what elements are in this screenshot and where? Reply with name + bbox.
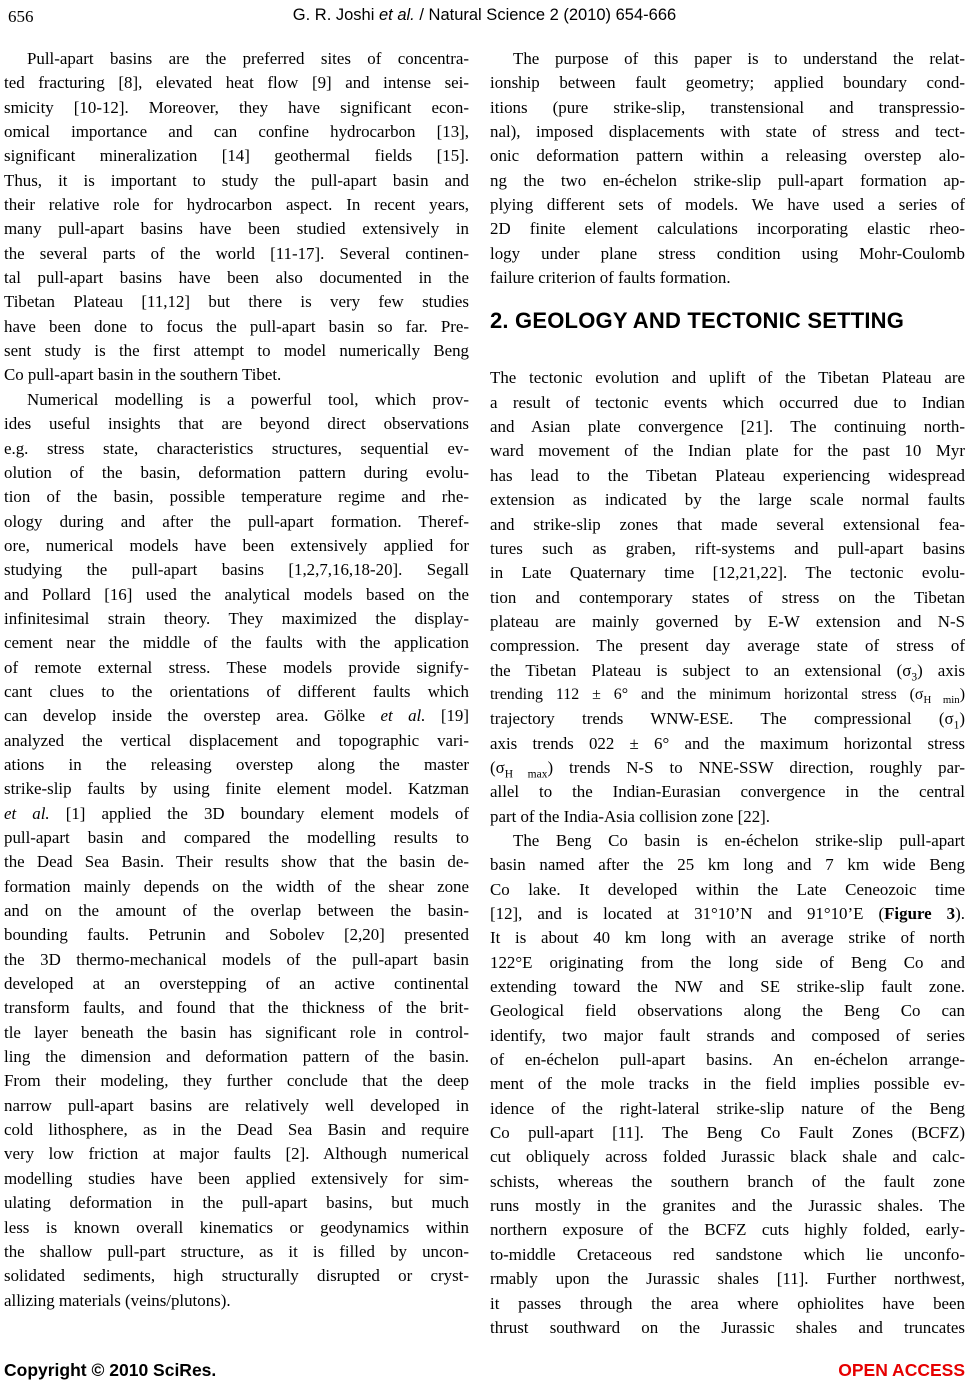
article-body <box>4 47 965 1340</box>
text-line <box>4 802 469 826</box>
text-run: tle layer beneath the basin has significant role in control- <box>4 1022 469 1042</box>
text-run: tion and contemporary states of stress on the Tibetan <box>490 587 965 607</box>
text-line <box>4 315 469 339</box>
text-run: cement near the middle of the faults with the application <box>4 633 469 653</box>
paragraph <box>490 47 965 290</box>
text-line <box>490 488 965 512</box>
paragraph <box>4 388 469 1313</box>
text-line <box>4 1118 469 1142</box>
text-run: nal), imposed displacements with state of stress and tect- <box>490 122 965 142</box>
text-line <box>4 144 469 168</box>
text-line <box>490 169 965 193</box>
right-column <box>490 47 965 1340</box>
text-run: et al. <box>4 803 50 823</box>
text-run: From their modeling, they further conclude that the deep <box>4 1071 469 1091</box>
text-run: idence of the right-lateral strike-slip nature of the Beng <box>490 1098 965 1118</box>
text-line <box>490 707 965 731</box>
running-head <box>4 6 965 30</box>
text-run: sent study is the first attempt to model numerically Beng <box>4 341 469 361</box>
text-line <box>4 47 469 71</box>
text-line <box>4 656 469 680</box>
text-line <box>490 1121 965 1145</box>
text-line <box>490 780 965 804</box>
text-line <box>490 513 965 537</box>
text-line <box>4 1069 469 1093</box>
paragraph <box>4 47 469 388</box>
text-run: transform faults, and found that the thickness of the brit- <box>4 998 469 1018</box>
text-line <box>4 631 469 655</box>
text-run: cut obliquely across folded Jurassic black shale and calc- <box>490 1147 965 1167</box>
text-run: allizing materials (veins/plutons). <box>4 1290 231 1310</box>
text-run: logy under plane stress condition using Mohr-Coulomb <box>490 243 965 263</box>
text-run: ionship between fault geometry; applied boundary cond- <box>490 73 965 93</box>
text-line <box>490 634 965 658</box>
text-run: and Asian plate convergence [21]. The continuing north- <box>490 417 965 437</box>
text-line <box>4 437 469 461</box>
text-line <box>490 1072 965 1096</box>
text-run: axis trends 022 ± 6° and the maximum horizontal stress <box>490 733 965 753</box>
text-line <box>490 951 965 975</box>
text-line <box>4 363 469 387</box>
text-run: plying different sets of models. We have used a series of <box>490 195 965 215</box>
text-run: their relative role for hydrocarbon aspect. In recent years, <box>4 195 469 215</box>
text-line <box>4 510 469 534</box>
text-run: infinitesimal strain theory. They maximized the display- <box>4 608 469 628</box>
text-run: et al. <box>380 706 426 726</box>
text-run: the shallow pull-part structure, as it is filled by uncon- <box>4 1241 469 1261</box>
text-run: H min <box>923 694 960 707</box>
text-run: significant mineralization [14] geothermal fields [15]. <box>4 146 469 166</box>
text-line <box>4 899 469 923</box>
text-line <box>490 926 965 950</box>
text-line <box>4 1264 469 1288</box>
text-run: Co pull-apart [11]. The Beng Co Fault Zones (BCFZ) <box>490 1123 965 1143</box>
text-run: Co pull-apart basin in the southern Tibet. <box>4 365 282 385</box>
text-line <box>4 1094 469 1118</box>
text-run: ling the dimension and deformation pattern of the basin. <box>4 1047 469 1067</box>
text-run: many pull-apart basins have been studied extensively in <box>4 219 469 239</box>
text-run: olution of the basin, deformation pattern during evolu- <box>4 462 469 482</box>
text-line <box>4 850 469 874</box>
text-run: Tibetan Plateau [11,12] but there is very few studies <box>4 292 469 312</box>
text-line <box>4 923 469 947</box>
text-line <box>490 242 965 266</box>
text-run: trending 112 ± 6° and the minimum horizontal stress (σ <box>490 685 924 703</box>
text-run: allel to the Indian-Eurasian convergence in the central <box>490 782 965 802</box>
text-run: Pull-apart basins are the preferred sites of concentra- <box>27 49 469 68</box>
text-run: ment of the mole tracks in the field implies possible ev- <box>490 1074 965 1094</box>
text-run: The tectonic evolution and uplift of the Tibetan Plateau are <box>490 368 965 388</box>
text-run: formation mainly depends on the width of the shear zone <box>4 876 469 896</box>
text-line <box>490 829 965 853</box>
text-run: solidated sediments, high structurally disrupted or cryst- <box>4 1266 469 1286</box>
text-run: and Pollard [16] used the analytical models based on the <box>4 584 469 604</box>
text-line <box>4 753 469 777</box>
text-run: part of the India-Asia collision zone [22]. <box>490 806 771 826</box>
copyright-notice: Copyright © 2010 SciRes. <box>4 1360 217 1380</box>
text-line <box>490 96 965 120</box>
text-run: The purpose of this paper is to understand the relat- <box>513 49 965 68</box>
text-line <box>4 1021 469 1045</box>
text-run: Thus, it is important to study the pull-apart basin and <box>4 170 469 190</box>
text-run: / Natural Science 2 (2010) 654-666 <box>414 6 677 24</box>
text-run: bounding faults. Petrunin and Sobolev [2,20] presented <box>4 925 469 945</box>
text-run: [19] <box>425 706 469 726</box>
text-run: northern exposure of the BCFZ cuts highly folded, early- <box>490 1220 965 1240</box>
text-line <box>490 659 965 683</box>
text-line <box>490 266 965 290</box>
text-run: cant clues to the orientations of different faults which <box>4 681 469 701</box>
text-run: ) axis <box>917 660 965 680</box>
left-column <box>4 47 469 1340</box>
text-run: schists, whereas the southern branch of the fault zone <box>490 1171 965 1191</box>
text-line <box>490 391 965 415</box>
text-line <box>4 1216 469 1240</box>
text-line <box>4 71 469 95</box>
text-run: ted fracturing [8], elevated heat flow [9] and intense sei- <box>4 73 469 93</box>
text-line <box>490 975 965 999</box>
text-line <box>4 948 469 972</box>
text-run: can develop inside the overstep area. Gölke <box>4 706 381 726</box>
text-run: rmably upon the Jurassic shales [11]. Further northwest, <box>490 1269 965 1289</box>
text-run: ) trends N-S to NNE-SSW direction, roughly par- <box>547 757 966 777</box>
text-run: developed at an overstepping of an active continental <box>4 974 469 994</box>
text-run: ations in the releasing overstep along the master <box>4 754 469 774</box>
text-run: runs mostly in the granites and the Jurassic shales. The <box>490 1196 965 1216</box>
text-line <box>490 732 965 756</box>
text-line <box>490 71 965 95</box>
text-line <box>4 558 469 582</box>
text-line <box>490 217 965 241</box>
text-line <box>4 1045 469 1069</box>
text-run: 122°E originating from the long side of Beng Co and <box>490 952 965 972</box>
text-run: strike-slip faults by using finite element model. Katzman <box>4 779 469 799</box>
text-line <box>4 242 469 266</box>
text-run: H max <box>504 768 548 781</box>
text-line <box>490 439 965 463</box>
text-line <box>4 485 469 509</box>
text-run: 1 <box>953 719 960 732</box>
text-line <box>4 1191 469 1215</box>
open-access-label: OPEN ACCESS <box>838 1360 965 1380</box>
text-line <box>4 217 469 241</box>
text-line <box>490 756 965 780</box>
text-line <box>4 1142 469 1166</box>
text-run: tion of the basin, possible temperature regime and rhe- <box>4 487 469 507</box>
text-run: of en-échelon pull-apart basins. An en-échelon arrange- <box>490 1050 965 1070</box>
text-line <box>4 996 469 1020</box>
text-run: failure criterion of faults formation. <box>490 268 731 288</box>
text-run: ) <box>959 709 965 729</box>
text-line <box>490 1194 965 1218</box>
text-run: itions (pure strike-slip, transtensional and transpressio- <box>490 97 965 117</box>
text-line <box>490 1145 965 1169</box>
text-line <box>4 777 469 801</box>
text-run: analyzed the vertical displacement and topographic vari- <box>4 730 469 750</box>
text-line <box>490 1097 965 1121</box>
text-run: extending toward the NW and SE strike-slip fault zone. <box>490 977 965 997</box>
text-run: have been done to focus the pull-apart basin so far. Pre- <box>4 316 469 336</box>
section-heading: 2. GEOLOGY AND TECTONIC SETTING <box>490 308 905 334</box>
text-run: the Tibetan Plateau is subject to an extensional (σ <box>490 660 912 680</box>
text-run: compression. The present day average state of stress of <box>490 636 965 656</box>
text-run: and on the amount of the overlap between the basin- <box>4 901 469 921</box>
text-run: It is about 40 km long with an average strike of north <box>490 928 965 948</box>
text-line <box>490 415 965 439</box>
text-line <box>490 47 965 71</box>
text-line <box>4 583 469 607</box>
text-line <box>490 1024 965 1048</box>
text-run: extension as indicated by the large scale normal faults <box>490 490 965 510</box>
text-line <box>4 680 469 704</box>
text-run: [12], and is located at 31°10’N and 91°10’E ( <box>490 904 885 923</box>
text-line <box>490 1243 965 1267</box>
text-run: cold lithosphere, as in the Dead Sea Basin and require <box>4 1120 469 1140</box>
text-run: in Late Quaternary time [12,21,22]. The tectonic evolu- <box>490 563 965 583</box>
text-line <box>4 1240 469 1264</box>
text-run: G. R. Joshi <box>292 6 379 24</box>
text-line <box>490 561 965 585</box>
text-run: the 3D thermo-mechanical models of the pull-apart basin <box>4 949 469 969</box>
text-run: Co lake. It developed within the Late Ceneozoic time <box>490 879 965 899</box>
text-line <box>490 1316 965 1340</box>
text-run: et al. <box>379 6 415 24</box>
text-run: Geological field observations along the Beng Co can <box>490 1001 965 1021</box>
text-line <box>4 875 469 899</box>
text-run: studying the pull-apart basins [1,2,7,16,18-20]. Segall <box>4 560 469 580</box>
text-line <box>4 339 469 363</box>
text-run: onic deformation pattern within a releasing overstep alo- <box>490 146 965 166</box>
text-run: the Dead Sea Basin. Their results show that the basin de- <box>4 852 469 872</box>
text-run: ology during and after the pull-apart formation. Theref- <box>4 511 469 531</box>
text-run: ward movement of the Indian plate for the past 10 Myr <box>490 441 965 461</box>
text-line <box>4 412 469 436</box>
text-line <box>490 853 965 877</box>
text-run: trajectory trends WNW-ESE. The compressional (σ <box>490 709 954 729</box>
text-run: omical importance and can confine hydrocarbon [13], <box>4 122 469 142</box>
text-line <box>490 537 965 561</box>
paragraph <box>490 366 965 829</box>
text-line <box>490 464 965 488</box>
text-line <box>4 96 469 120</box>
text-line <box>490 805 965 829</box>
text-run: narrow pull-apart basins are relatively well developed in <box>4 1095 469 1115</box>
text-run: basin named after the 25 km long and 7 km wide Beng <box>490 855 965 875</box>
text-run: tal pull-apart basins have been also documented in the <box>4 268 469 288</box>
text-line <box>4 1289 469 1313</box>
text-run: ng the two en-échelon strike-slip pull-apart formation ap- <box>490 170 965 190</box>
text-run: Figure 3 <box>884 904 956 923</box>
text-run: ). <box>955 904 965 923</box>
text-line <box>4 826 469 850</box>
text-line <box>4 290 469 314</box>
running-title <box>4 6 965 25</box>
text-run: to-middle Cretaceous red sandstone which lie unconfo- <box>490 1244 965 1264</box>
text-line <box>490 1218 965 1242</box>
text-line <box>490 120 965 144</box>
text-run: [1] applied the 3D boundary element models of <box>49 803 469 823</box>
text-run: (σ <box>490 757 505 777</box>
text-run: it passes through the area where ophiolites have been <box>490 1293 965 1313</box>
text-line <box>490 610 965 634</box>
text-line <box>4 729 469 753</box>
text-line <box>490 1292 965 1316</box>
text-run: smicity [10-12]. Moreover, they have significant econ- <box>4 97 469 117</box>
text-line <box>490 878 965 902</box>
text-line <box>490 1048 965 1072</box>
text-run: and strike-slip zones that made several extensional fea- <box>490 514 965 534</box>
text-line <box>4 1167 469 1191</box>
text-run: Numerical modelling is a powerful tool, which prov- <box>27 389 469 409</box>
text-line <box>490 1267 965 1291</box>
text-run: very low friction at major faults [2]. Although numerical <box>4 1144 469 1164</box>
text-line <box>490 586 965 610</box>
text-run: ides useful insights that are beyond direct observations <box>4 414 469 434</box>
text-line <box>4 266 469 290</box>
text-run: modelling studies have been applied extensively for sim- <box>4 1168 469 1188</box>
text-line <box>490 1170 965 1194</box>
text-line <box>490 902 965 926</box>
text-line <box>490 683 965 707</box>
text-line <box>4 193 469 217</box>
text-line <box>4 120 469 144</box>
text-line <box>4 607 469 631</box>
text-run: less is known overall kinematics or geodynamics within <box>4 1217 469 1237</box>
text-run: ore, numerical models have been extensively applied for <box>4 535 469 555</box>
text-line <box>4 534 469 558</box>
text-run: 2D finite element calculations incorporating elastic rheo- <box>490 219 965 239</box>
page-number: 656 <box>8 7 34 26</box>
text-line <box>490 366 965 390</box>
paragraph <box>490 829 965 1340</box>
text-run: The Beng Co basin is en-échelon strike-slip pull-apart <box>513 830 965 850</box>
text-run: thrust southward on the Jurassic shales and truncates <box>490 1317 965 1337</box>
text-run: tures such as graben, rift-systems and pull-apart basins <box>490 538 965 558</box>
text-run: ) <box>959 685 965 703</box>
text-run: 3 <box>911 670 918 683</box>
text-run: plateau are mainly governed by E-W extension and N-S <box>490 611 965 631</box>
text-line <box>490 193 965 217</box>
text-run: identify, two major fault strands and composed of series <box>490 1025 965 1045</box>
text-run: has lead to the Tibetan Plateau experiencing widespread <box>490 465 965 485</box>
text-run: the several parts of the world [11-17]. Several continen- <box>4 243 469 263</box>
text-run: of remote external stress. These models provide signify- <box>4 657 469 677</box>
text-line <box>4 704 469 728</box>
text-line <box>4 461 469 485</box>
text-line <box>490 144 965 168</box>
text-run: a result of tectonic events which occurred due to Indian <box>490 392 965 412</box>
page-footer <box>4 1360 965 1381</box>
text-line <box>4 388 469 412</box>
text-run: ulating deformation in the pull-apart basins, but much <box>4 1193 469 1213</box>
text-line <box>4 169 469 193</box>
text-run: e.g. stress state, characteristics structures, sequential ev- <box>4 438 469 458</box>
text-line <box>490 999 965 1023</box>
text-run: pull-apart basin and compared the modelling results to <box>4 828 469 847</box>
text-line <box>4 972 469 996</box>
